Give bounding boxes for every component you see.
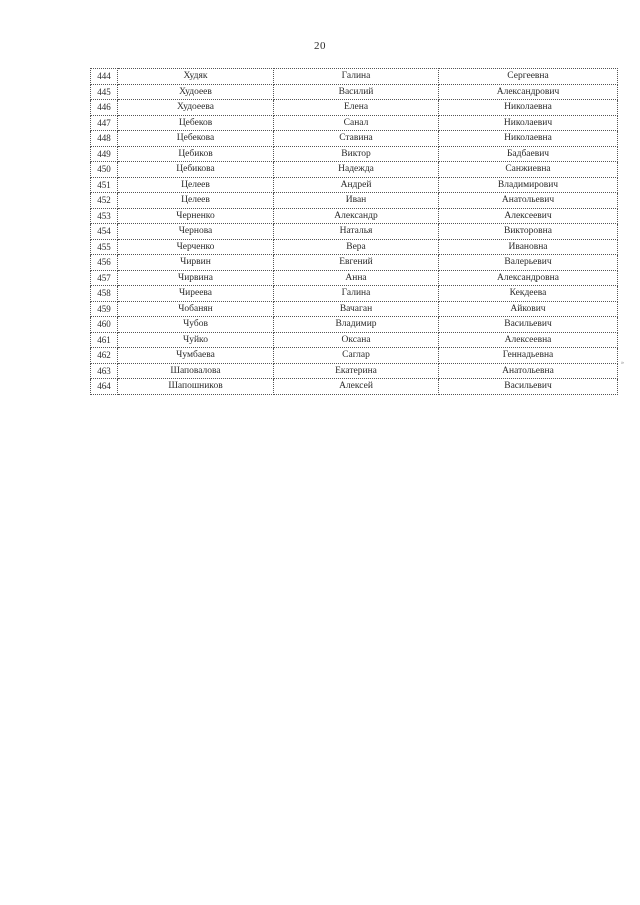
row-number-cell: 462 [91,348,118,364]
table-row [91,286,618,302]
row-number-cell: 448 [91,131,118,147]
row-number-cell: 459 [91,301,118,317]
first-name-cell: Вачаган [274,301,439,317]
first-name-cell: Андрей [274,177,439,193]
surname-cell: Чуйко [118,332,274,348]
page-number: 20 [314,40,326,52]
patronymic-cell: Викторовна [439,224,618,240]
surname-cell: Чиреева [118,286,274,302]
patronymic-cell: Николаевна [439,100,618,116]
table-row [91,255,618,271]
first-name-cell: Ставина [274,131,439,147]
surname-cell: Чумбаева [118,348,274,364]
surname-cell: Чернова [118,224,274,240]
table-row [91,162,618,178]
table-row [91,208,618,224]
surname-cell: Худяк [118,69,274,85]
table-row [91,146,618,162]
first-name-cell: Владимир [274,317,439,333]
patronymic-cell: Сергеевна [439,69,618,85]
patronymic-cell: Васильевич [439,379,618,395]
surname-cell: Целеев [118,177,274,193]
row-number-cell: 445 [91,84,118,100]
surname-cell: Цебеков [118,115,274,131]
patronymic-cell: Анатольевич [439,193,618,209]
row-number-cell: 460 [91,317,118,333]
first-name-cell: Виктор [274,146,439,162]
surname-cell: Чирвина [118,270,274,286]
edge-mark: » [621,360,624,366]
surname-cell: Чубов [118,317,274,333]
row-number-cell: 449 [91,146,118,162]
table-row [91,332,618,348]
row-number-cell: 456 [91,255,118,271]
table-row [91,301,618,317]
first-name-cell: Санал [274,115,439,131]
patronymic-cell: Владимирович [439,177,618,193]
surname-cell: Чобанян [118,301,274,317]
surname-cell: Черченко [118,239,274,255]
row-number-cell: 446 [91,100,118,116]
first-name-cell: Анна [274,270,439,286]
row-number-cell: 458 [91,286,118,302]
table-row [91,131,618,147]
surname-cell: Цебиков [118,146,274,162]
row-number-cell: 451 [91,177,118,193]
patronymic-cell: Васильевич [439,317,618,333]
row-number-cell: 454 [91,224,118,240]
patronymic-cell: Кекдеева [439,286,618,302]
table-row [91,224,618,240]
first-name-cell: Елена [274,100,439,116]
surname-cell: Цебекова [118,131,274,147]
surname-cell: Шаповалова [118,363,274,379]
row-number-cell: 450 [91,162,118,178]
patronymic-cell: Валерьевич [439,255,618,271]
surname-cell: Цебикова [118,162,274,178]
row-number-cell: 452 [91,193,118,209]
patronymic-cell: Николаевич [439,115,618,131]
table-row [91,84,618,100]
table-row [91,69,618,85]
table-row [91,177,618,193]
surname-cell: Черненко [118,208,274,224]
patronymic-cell: Анатольевна [439,363,618,379]
patronymic-cell: Александрович [439,84,618,100]
patronymic-cell: Алексеевна [439,332,618,348]
row-number-cell: 463 [91,363,118,379]
row-number-cell: 461 [91,332,118,348]
surname-cell: Целеев [118,193,274,209]
row-number-cell: 453 [91,208,118,224]
first-name-cell: Наталья [274,224,439,240]
first-name-cell: Алексей [274,379,439,395]
row-number-cell: 447 [91,115,118,131]
first-name-cell: Надежда [274,162,439,178]
row-number-cell: 444 [91,69,118,85]
table-row [91,270,618,286]
surname-cell: Чирвин [118,255,274,271]
surname-cell: Худоеева [118,100,274,116]
first-name-cell: Александр [274,208,439,224]
table-row [91,115,618,131]
patronymic-cell: Николаевна [439,131,618,147]
patronymic-cell: Александровна [439,270,618,286]
table-row [91,379,618,395]
table-row [91,317,618,333]
table-row [91,363,618,379]
table-row [91,348,618,364]
register-table [90,68,618,395]
table-row [91,193,618,209]
table-body [91,69,618,395]
patronymic-cell: Алексеевич [439,208,618,224]
surname-cell: Худоеев [118,84,274,100]
patronymic-cell: Санжиевна [439,162,618,178]
patronymic-cell: Айкович [439,301,618,317]
row-number-cell: 464 [91,379,118,395]
first-name-cell: Галина [274,286,439,302]
patronymic-cell: Ивановна [439,239,618,255]
surname-cell: Шапошников [118,379,274,395]
first-name-cell: Василий [274,84,439,100]
first-name-cell: Екатерина [274,363,439,379]
first-name-cell: Иван [274,193,439,209]
first-name-cell: Евгений [274,255,439,271]
first-name-cell: Вера [274,239,439,255]
patronymic-cell: Бадбаевич [439,146,618,162]
table-row [91,100,618,116]
patronymic-cell: Геннадьевна [439,348,618,364]
first-name-cell: Галина [274,69,439,85]
first-name-cell: Оксана [274,332,439,348]
row-number-cell: 455 [91,239,118,255]
row-number-cell: 457 [91,270,118,286]
table-row [91,239,618,255]
first-name-cell: Саглар [274,348,439,364]
